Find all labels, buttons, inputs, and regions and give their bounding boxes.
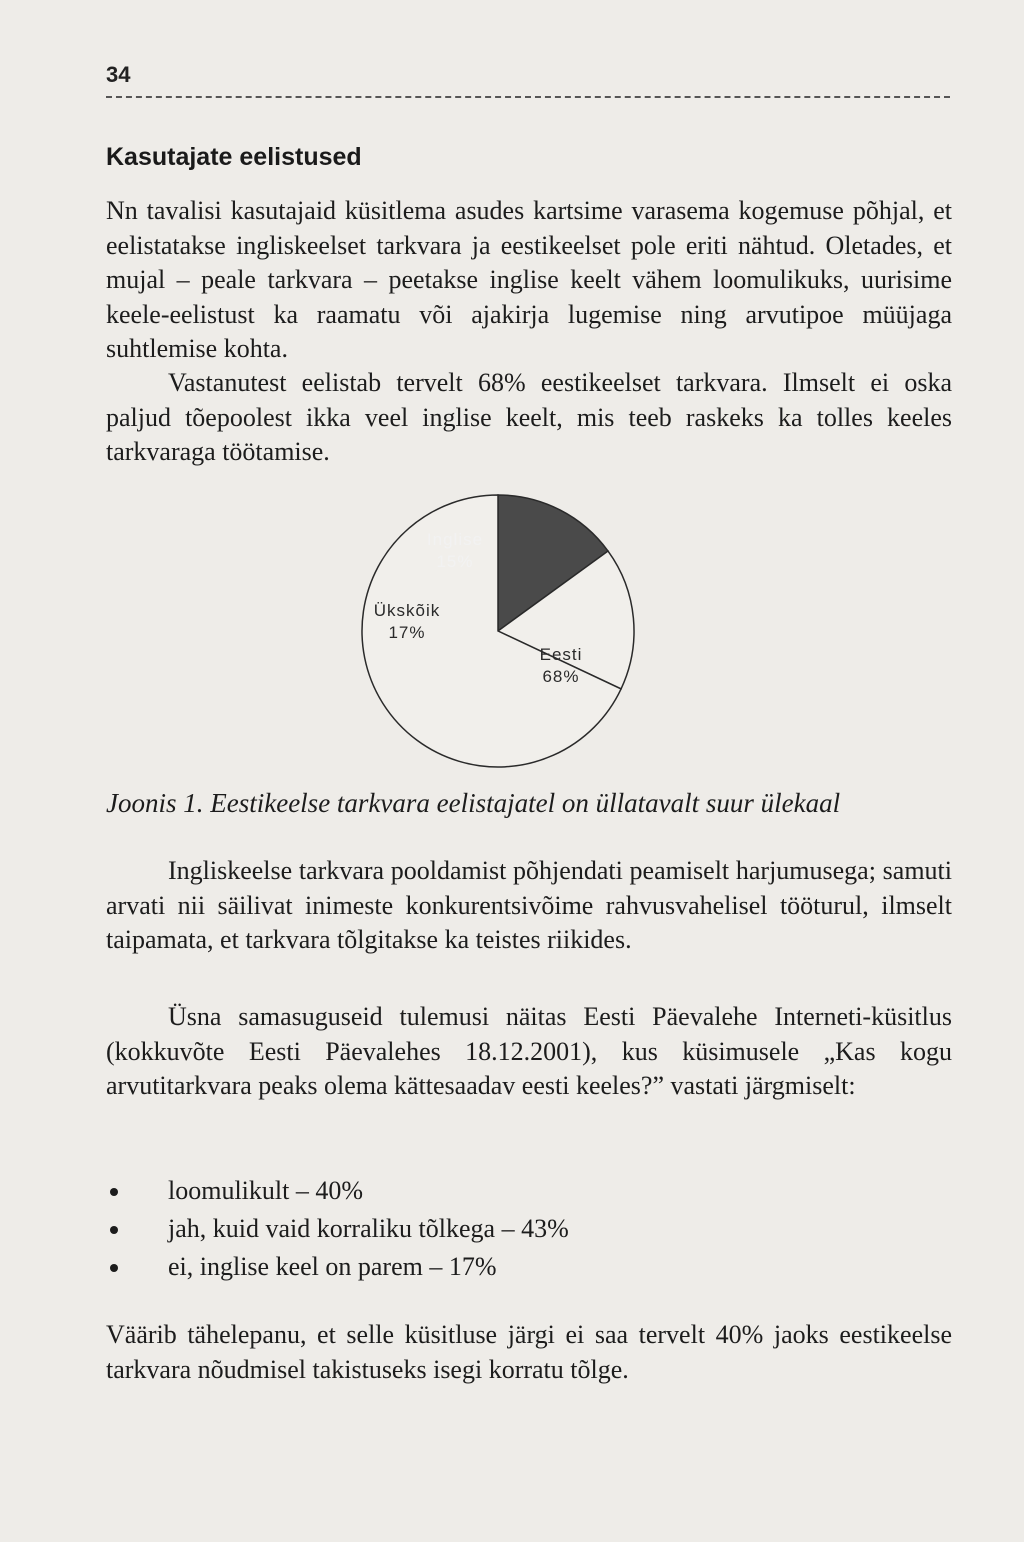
slice-value-ukskoik: 17% (388, 623, 426, 642)
list-item (106, 1172, 569, 1210)
list-item-text: loomulikult – 40% (168, 1176, 363, 1205)
slice-value-inglise: 15% (436, 552, 474, 571)
slice-name-eesti: Eesti (539, 645, 583, 664)
page-number: 34 (106, 62, 131, 87)
section-heading: Kasutajate eelistused (106, 143, 362, 171)
list-item (106, 1248, 569, 1286)
survey-results-list (106, 1172, 569, 1286)
paragraph-survey: Üsna samasuguseid tulemusi näitas Eesti Päevalehe Interneti-küsitlus (kokkuvõte Eesti Päevalehes 18.12.2001), kus küsimusele „Kas kogu arvutitarkvara peaks olema kättesaadav eesti keeles?” vastati järgmiselt: (106, 1002, 952, 1100)
paragraph-results: Vastanutest eelistab tervelt 68% eestikeelset tarkvara. Ilmselt ei oska paljud tõepoolest ikka veel inglise keelt, mis teeb raskeks ka tolles keeles tarkvaraga töötamise. (106, 368, 952, 466)
bullet-icon (110, 1226, 118, 1234)
slice-name-inglise: Inglise (426, 530, 484, 549)
slice-label-ukskoik (374, 600, 441, 644)
slice-label-inglise (427, 529, 483, 573)
paragraph-reasons: Ingliskeelse tarkvara pooldamist põhjendati peamiselt harjumusega; samuti arvati nii säilivat inimeste konkurentsivõime rahvusvahelisel tööturul, ilmselt taipamata, et tarkvara tõlgitakse ka teistes riikides. (106, 856, 952, 954)
slice-name-ukskoik: Ükskõik (373, 601, 441, 620)
list-item-text: jah, kuid vaid korraliku tõlkega – 43% (168, 1214, 569, 1243)
bullet-icon (110, 1188, 118, 1196)
slice-label-eesti (540, 644, 583, 688)
slice-value-eesti: 68% (542, 667, 580, 686)
list-item-text: ei, inglise keel on parem – 17% (168, 1252, 497, 1281)
figure-caption: Joonis 1. Eestikeelse tarkvara eelistajatel on üllatavalt suur ülekaal (106, 788, 841, 818)
bullet-icon (110, 1264, 118, 1272)
header-divider (106, 96, 950, 98)
pie-chart (350, 496, 650, 768)
paragraph-conclusion: Väärib tähelepanu, et selle küsitluse järgi ei saa tervelt 40% jaoks eestikeelse tarkvara nõudmisel takistuseks isegi korratu tõlge. (106, 1320, 952, 1384)
paragraph-intro: Nn tavalisi kasutajaid küsitlema asudes kartsime varasema kogemuse põhjal, et eelistatakse ingliskeelset tarkvara ja eestikeelset pole eriti nähtud. Oletades, et mujal – peale tarkvara – peetakse inglise keelt vähem loomulikuks, uurisime keele-eelistust ka raamatu või ajakirja lugemise ning arvutipoe müüjaga suhtlemise kohta. (106, 196, 952, 363)
list-item (106, 1210, 569, 1248)
